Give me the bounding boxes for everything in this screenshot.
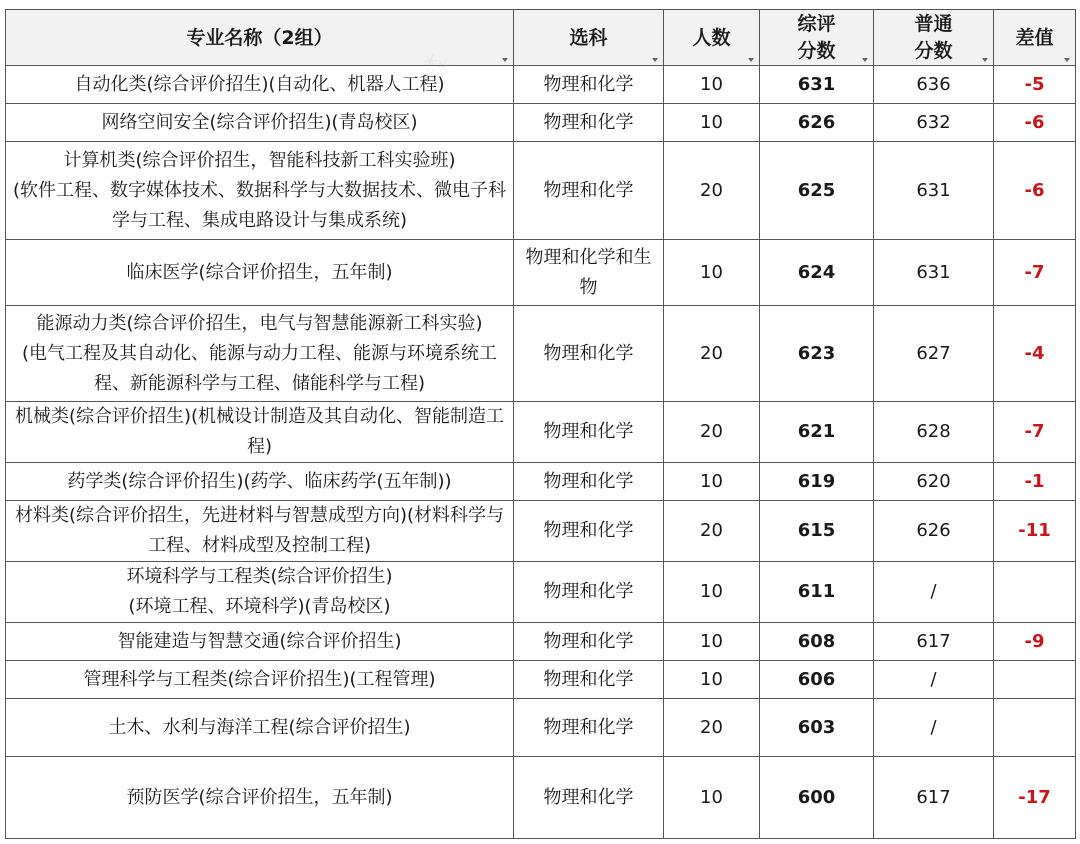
count-cell[interactable]: 20 bbox=[664, 699, 760, 757]
subject-cell[interactable]: 物理和化学 bbox=[514, 661, 664, 699]
major-cell[interactable]: 临床医学(综合评价招生，五年制) bbox=[6, 240, 514, 306]
comprehensive-score-cell[interactable]: 600 bbox=[760, 757, 874, 839]
major-cell[interactable]: 网络空间安全(综合评价招生)(青岛校区) bbox=[6, 104, 514, 142]
subject-cell[interactable]: 物理和化学 bbox=[514, 501, 664, 562]
count-cell[interactable]: 10 bbox=[664, 661, 760, 699]
major-cell[interactable]: 自动化类(综合评价招生)(自动化、机器人工程) bbox=[6, 66, 514, 104]
comprehensive-score-cell[interactable]: 608 bbox=[760, 623, 874, 661]
header-comp-score-label: 综评 分数 bbox=[797, 12, 836, 62]
header-major[interactable] bbox=[6, 10, 514, 66]
normal-score-cell[interactable]: 620 bbox=[874, 463, 994, 501]
normal-score-cell[interactable]: 631 bbox=[874, 142, 994, 240]
subject-cell[interactable]: 物理和化学 bbox=[514, 306, 664, 402]
table-row bbox=[6, 142, 1076, 240]
difference-cell[interactable]: -9 bbox=[994, 623, 1076, 661]
normal-score-cell[interactable]: / bbox=[874, 562, 994, 623]
normal-score-cell[interactable]: 627 bbox=[874, 306, 994, 402]
table-row bbox=[6, 757, 1076, 839]
major-cell[interactable]: 药学类(综合评价招生)(药学、临床药学(五年制)) bbox=[6, 463, 514, 501]
filter-dropdown-icon[interactable] bbox=[748, 58, 754, 62]
table-row bbox=[6, 501, 1076, 562]
major-cell[interactable]: 材料类(综合评价招生，先进材料与智慧成型方向)(材料科学与工程、材料成型及控制工程) bbox=[6, 501, 514, 562]
header-diff[interactable] bbox=[994, 10, 1076, 66]
major-cell[interactable]: 土木、水利与海洋工程(综合评价招生) bbox=[6, 699, 514, 757]
header-subject[interactable] bbox=[514, 10, 664, 66]
difference-cell[interactable] bbox=[994, 699, 1076, 757]
major-cell[interactable]: 环境科学与工程类(综合评价招生) (环境工程、环境科学)(青岛校区) bbox=[6, 562, 514, 623]
comprehensive-score-cell[interactable]: 621 bbox=[760, 402, 874, 463]
normal-score-cell[interactable]: 628 bbox=[874, 402, 994, 463]
comprehensive-score-cell[interactable]: 611 bbox=[760, 562, 874, 623]
comprehensive-score-cell[interactable]: 624 bbox=[760, 240, 874, 306]
table-row bbox=[6, 104, 1076, 142]
table-row bbox=[6, 623, 1076, 661]
table-row bbox=[6, 240, 1076, 306]
difference-cell[interactable]: -7 bbox=[994, 240, 1076, 306]
table-row bbox=[6, 661, 1076, 699]
comprehensive-score-cell[interactable]: 606 bbox=[760, 661, 874, 699]
header-count-label: 人数 bbox=[692, 26, 731, 49]
table-row bbox=[6, 66, 1076, 104]
filter-dropdown-icon[interactable] bbox=[1064, 58, 1070, 62]
normal-score-cell[interactable]: 617 bbox=[874, 757, 994, 839]
comprehensive-score-cell[interactable]: 631 bbox=[760, 66, 874, 104]
subject-cell[interactable]: 物理和化学 bbox=[514, 142, 664, 240]
count-cell[interactable]: 20 bbox=[664, 501, 760, 562]
major-cell[interactable]: 管理科学与工程类(综合评价招生)(工程管理) bbox=[6, 661, 514, 699]
normal-score-cell[interactable]: 632 bbox=[874, 104, 994, 142]
count-cell[interactable]: 10 bbox=[664, 562, 760, 623]
subject-cell[interactable]: 物理和化学 bbox=[514, 66, 664, 104]
header-major-label: 专业名称（2组） bbox=[186, 26, 333, 49]
subject-cell[interactable]: 物理和化学 bbox=[514, 623, 664, 661]
difference-cell[interactable]: -1 bbox=[994, 463, 1076, 501]
count-cell[interactable]: 20 bbox=[664, 306, 760, 402]
subject-cell[interactable]: 物理和化学 bbox=[514, 104, 664, 142]
comprehensive-score-cell[interactable]: 623 bbox=[760, 306, 874, 402]
difference-cell[interactable]: -6 bbox=[994, 142, 1076, 240]
admission-score-table bbox=[5, 9, 1076, 839]
count-cell[interactable]: 10 bbox=[664, 463, 760, 501]
filter-dropdown-icon[interactable] bbox=[652, 58, 658, 62]
filter-dropdown-icon[interactable] bbox=[862, 58, 868, 62]
subject-cell[interactable]: 物理和化学 bbox=[514, 699, 664, 757]
header-count[interactable] bbox=[664, 10, 760, 66]
comprehensive-score-cell[interactable]: 615 bbox=[760, 501, 874, 562]
subject-cell[interactable]: 物理和化学 bbox=[514, 402, 664, 463]
count-cell[interactable]: 10 bbox=[664, 240, 760, 306]
difference-cell[interactable] bbox=[994, 661, 1076, 699]
normal-score-cell[interactable]: / bbox=[874, 699, 994, 757]
major-cell[interactable]: 计算机类(综合评价招生，智能科技新工科实验班) (软件工程、数字媒体技术、数据科学与大数据技术、微电子科学与工程、集成电路设计与集成系统) bbox=[6, 142, 514, 240]
normal-score-cell[interactable]: 617 bbox=[874, 623, 994, 661]
count-cell[interactable]: 10 bbox=[664, 757, 760, 839]
subject-cell[interactable]: 物理和化学 bbox=[514, 463, 664, 501]
difference-cell[interactable]: -4 bbox=[994, 306, 1076, 402]
comprehensive-score-cell[interactable]: 603 bbox=[760, 699, 874, 757]
major-cell[interactable]: 预防医学(综合评价招生，五年制) bbox=[6, 757, 514, 839]
difference-cell[interactable]: -17 bbox=[994, 757, 1076, 839]
table-row bbox=[6, 306, 1076, 402]
header-comp-score[interactable] bbox=[760, 10, 874, 66]
table-row bbox=[6, 463, 1076, 501]
count-cell[interactable]: 10 bbox=[664, 623, 760, 661]
header-normal-score[interactable] bbox=[874, 10, 994, 66]
difference-cell[interactable]: -11 bbox=[994, 501, 1076, 562]
subject-cell[interactable]: 物理和化学 bbox=[514, 757, 664, 839]
difference-cell[interactable]: -7 bbox=[994, 402, 1076, 463]
normal-score-cell[interactable]: 636 bbox=[874, 66, 994, 104]
count-cell[interactable]: 10 bbox=[664, 104, 760, 142]
difference-cell[interactable]: -6 bbox=[994, 104, 1076, 142]
comprehensive-score-cell[interactable]: 625 bbox=[760, 142, 874, 240]
header-diff-label: 差值 bbox=[1015, 26, 1054, 49]
normal-score-cell[interactable]: 631 bbox=[874, 240, 994, 306]
count-cell[interactable]: 10 bbox=[664, 66, 760, 104]
major-cell[interactable]: 能源动力类(综合评价招生，电气与智慧能源新工科实验) (电气工程及其自动化、能源与动力工程、能源与环境系统工程、新能源科学与工程、储能科学与工程) bbox=[6, 306, 514, 402]
comprehensive-score-cell[interactable]: 626 bbox=[760, 104, 874, 142]
count-cell[interactable]: 20 bbox=[664, 142, 760, 240]
difference-cell[interactable]: -5 bbox=[994, 66, 1076, 104]
table-row bbox=[6, 562, 1076, 623]
header-normal-score-label: 普通 分数 bbox=[914, 12, 953, 62]
comprehensive-score-cell[interactable]: 619 bbox=[760, 463, 874, 501]
normal-score-cell[interactable]: 626 bbox=[874, 501, 994, 562]
subject-cell[interactable]: 物理和化学和生物 bbox=[514, 240, 664, 306]
filter-dropdown-icon[interactable] bbox=[982, 58, 988, 62]
difference-cell[interactable] bbox=[994, 562, 1076, 623]
table-row bbox=[6, 402, 1076, 463]
header-subject-label: 选科 bbox=[569, 26, 608, 49]
watermark: ⁂ bbox=[412, 44, 458, 91]
count-cell[interactable]: 20 bbox=[664, 402, 760, 463]
normal-score-cell[interactable]: / bbox=[874, 661, 994, 699]
table-body bbox=[6, 66, 1076, 839]
major-cell[interactable]: 智能建造与智慧交通(综合评价招生) bbox=[6, 623, 514, 661]
subject-cell[interactable]: 物理和化学 bbox=[514, 562, 664, 623]
table-row bbox=[6, 699, 1076, 757]
filter-dropdown-icon[interactable] bbox=[502, 58, 508, 62]
major-cell[interactable]: 机械类(综合评价招生)(机械设计制造及其自动化、智能制造工程) bbox=[6, 402, 514, 463]
